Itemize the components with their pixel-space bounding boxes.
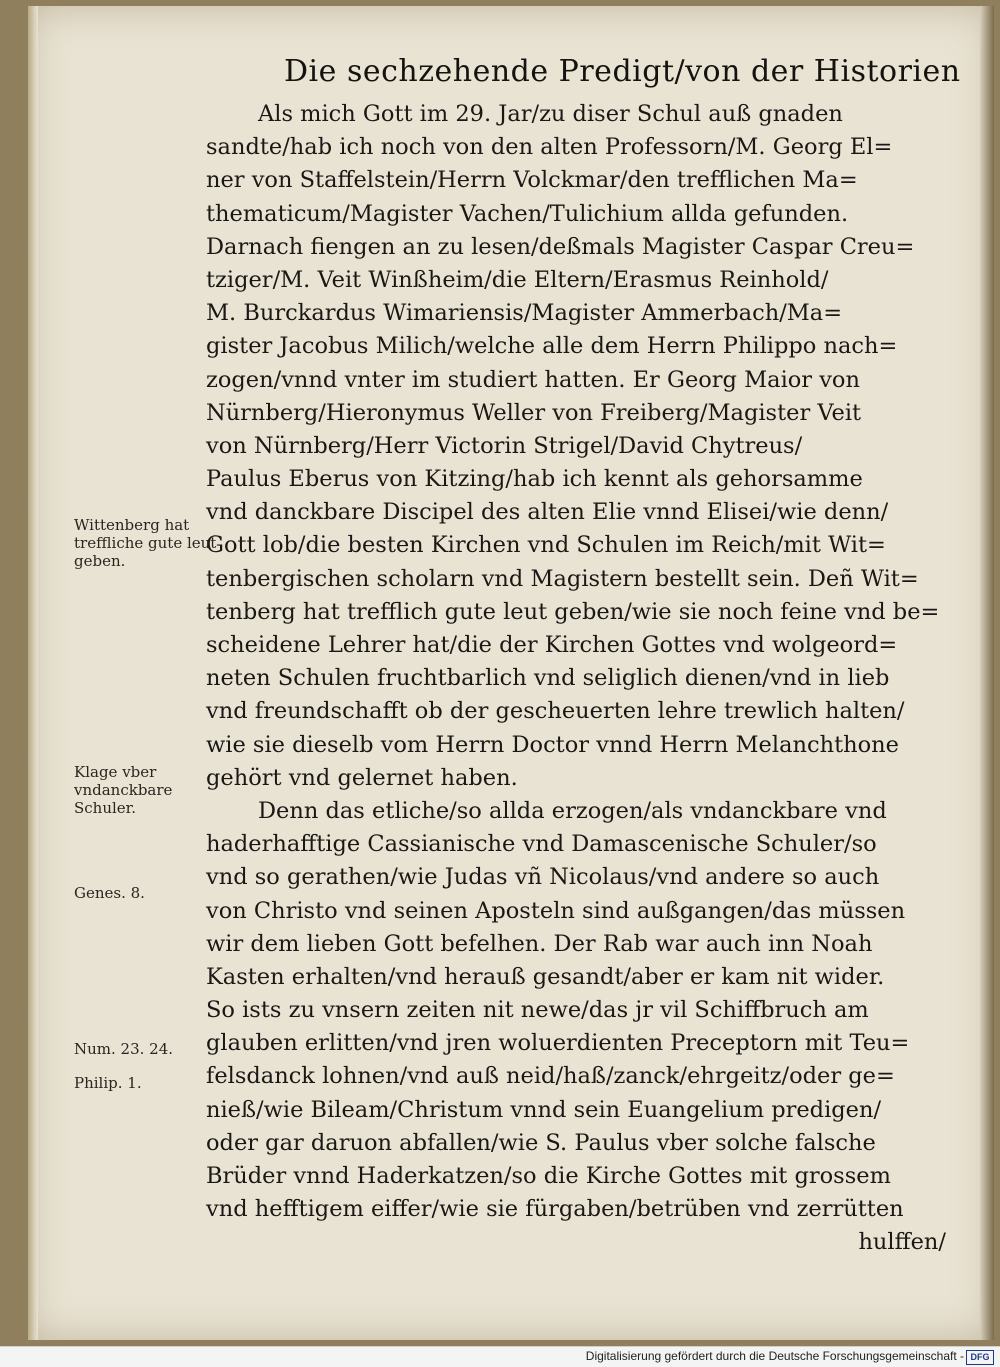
page-left-edge [28,6,38,1340]
text-line: gister Jacobus Milich/welche alle dem Herrn Philippo nach= [206,333,898,360]
text-line: Paulus Eberus von Kitzing/hab ich kennt als gehorsamme [206,466,863,493]
text-line: vnd so gerathen/wie Judas vñ Nicolaus/vnd andere so auch [206,864,880,891]
text-line: Kasten erhalten/vnd herauß gesandt/aber er kam nit wider. [206,963,885,990]
text-line: zogen/vnnd vnter im studiert hatten. Er Georg Maior von [206,366,860,393]
text-line: So ists zu vnsern zeiten nit newe/das jr vil Schiffbruch am [206,997,869,1024]
text-line: wir dem lieben Gott befelhen. Der Rab war auch inn Noah [206,930,873,957]
text-line: nieß/wie Bileam/Christum vnnd sein Euangelium predigen/ [206,1096,882,1123]
text-line: von Christo vnd seinen Aposteln sind außgangen/das müssen [206,897,906,924]
book-spine-shadow [980,6,994,1340]
text-line: Als mich Gott im 29. Jar/zu diser Schul auß gnaden [258,101,843,127]
text-line: felsdanck lohnen/vnd auß neid/haß/zanck/ehrgeitz/oder ge= [206,1063,895,1090]
text-line: vnd freundschafft ob der gescheuerten lehre trewlich halten/ [206,698,905,725]
text-line: scheidene Lehrer hat/die der Kirchen Gottes vnd wolgeord= [206,632,898,658]
text-line: sandte/hab ich noch von den alten Professorn/M. Georg El= [206,134,893,161]
text-line: Darnach fiengen an zu lesen/deßmals Magister Caspar Creu= [206,233,915,260]
text-line: Denn das etliche/so allda erzogen/als vndanckbare vnd [258,797,887,824]
text-line: oder gar daruon abfallen/wie S. Paulus vber solche falsche [206,1129,876,1156]
text-line: vnd danckbare Discipel des alten Elie vnnd Elisei/wie denn/ [206,499,889,526]
page-heading: Die sechzehende Predigt/von der Historien [284,54,961,89]
funding-notice: Digitalisierung gefördert durch die Deutsche Forschungsgemeinschaft - [585,1349,964,1363]
text-line: Gott lob/die besten Kirchen vnd Schulen im Reich/mit Wit= [206,532,886,559]
catchword: hulffen/ [858,1229,946,1256]
text-line: tenberg hat trefflich gute leut geben/wie sie noch feine vnd be= [206,598,940,625]
text-line: Brüder vnnd Haderkatzen/so die Kirche Gottes mit grossem [206,1163,891,1189]
footer-bar [0,1346,1000,1367]
text-line: glauben erlitten/vnd jren woluerdienten Preceptorn mit Teu= [206,1030,910,1057]
text-line: tziger/M. Veit Winßheim/die Eltern/Erasmus Reinhold/ [206,266,829,293]
marginal-note-wittenberg: Wittenberg hat treffliche gute leut geben. [74,516,217,570]
text-line: Nürnberg/Hieronymus Weller von Freiberg/Magister Veit [206,399,862,426]
text-line: neten Schulen fruchtbarlich vnd seliglich dienen/vnd in lieb [206,665,890,692]
text-line: gehört vnd gelernet haben. [206,764,518,791]
book-page [28,6,994,1340]
text-line: von Nürnberg/Herr Victorin Strigel/David Chytreus/ [206,432,803,459]
body-text [206,98,946,1260]
text-line: wie sie dieselb vom Herrn Doctor vnnd Herrn Melanchthone [206,731,899,758]
text-line: ner von Staffelstein/Herrn Volckmar/den trefflichen Ma= [206,167,858,194]
text-line: tenbergischen scholarn vnd Magistern bestellt sein. Deñ Wit= [206,565,919,592]
text-line: vnd hefftigem eiffer/wie sie fürgaben/betrüben vnd zerrütten [206,1196,904,1223]
marginal-note-genesis: Genes. 8. [74,884,145,902]
marginal-note-numbers: Num. 23. 24. [74,1040,174,1058]
text-line: thematicum/Magister Vachen/Tulichium allda gefunden. [206,200,849,227]
marginal-note-philippians: Philip. 1. [74,1074,142,1092]
text-line: haderhafftige Cassianische vnd Damascenische Schuler/so [206,831,877,858]
dfg-logo-icon: DFG [966,1350,994,1365]
text-line: M. Burckardus Wimariensis/Magister Ammerbach/Ma= [206,300,843,327]
marginal-note-klage: Klage vber vndanckbare Schuler. [74,763,173,817]
